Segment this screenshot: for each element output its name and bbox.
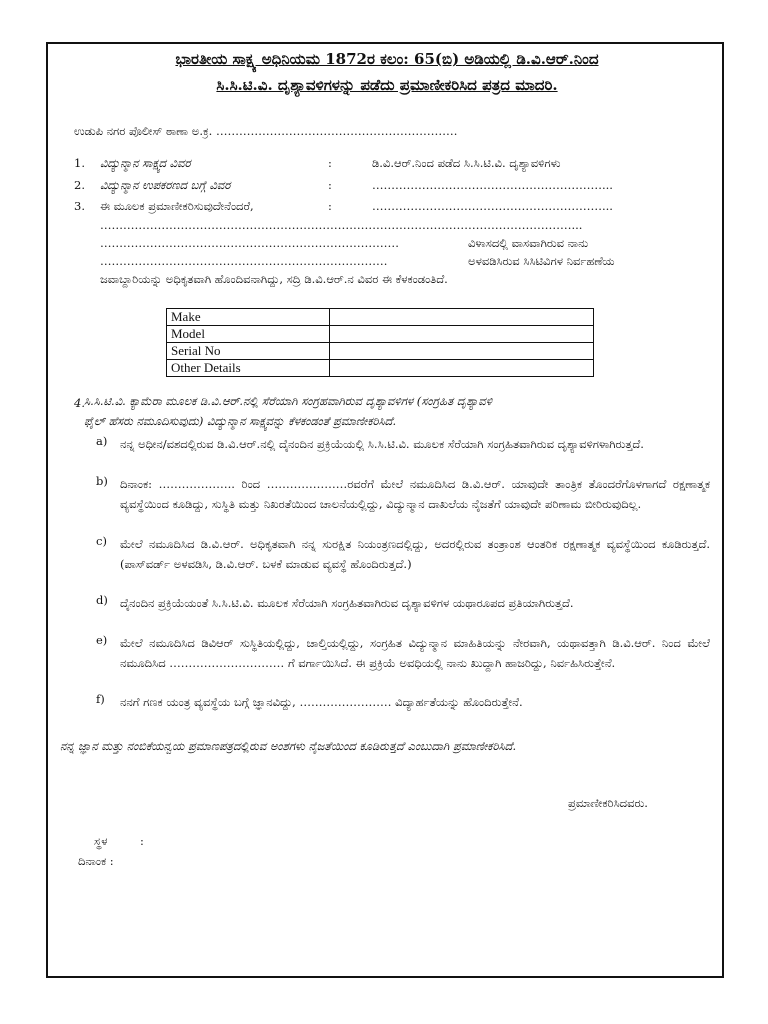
- subitem-e-text: ಮೇಲೆ ನಮೂದಿಸಿದ ಡಿವಿಆರ್ ಸುಸ್ಥಿತಿಯಲ್ಲಿದ್ದು, ಚಾಲ್ತಿಯಲ್ಲಿದ್ದು, ಸಂಗ್ರಹಿತ ವಿದ್ಯುನ್ಮಾನ ಮಾಹಿತಿಯನ್ನು ನೇರವಾಗಿ, ಯಥಾವತ್ತಾಗಿ ಡಿ.ವಿ.ಆರ್. ನಿಂದ ಮೇಲೆ ನಮೂದಿಸಿದ ………………………… ಗೆ ವರ್ಗಾಯಿಸಿದೆ. ಈ ಪ್ರಕ್ರಿಯೆ ಅವಧಿಯಲ್ಲಿ ನಾನು ಖುದ್ದಾಗಿ ಹಾಜರಿದ್ದು, ನಿರ್ವಹಿಸಿರುತ್ತೇನೆ.: [120, 636, 710, 670]
- table-row: [167, 309, 594, 326]
- document-frame: [46, 42, 724, 978]
- item-2-value: ……………………………………………………...: [372, 178, 613, 192]
- para3-line-3-text: ಅಳವಡಿಸಿರುವ ಸಿಸಿಟಿವಿಗಳ ನಿರ್ವಹಣೆಯ: [468, 254, 615, 268]
- subitem-f-text: ನನಗೆ ಗಣಕ ಯಂತ್ರ ವ್ಯವಸ್ಥೆಯ ಬಗ್ಗೆ ಜ್ಞಾನವಿದ್ದು, …………………… ವಿದ್ಯಾರ್ಹತೆಯನ್ನು ಹೊಂದಿರುತ್ತೇನೆ.: [120, 695, 523, 709]
- item-4-line-2: ಫೈಲ್ ಹೆಸರು ನಮೂದಿಸುವುದು) ವಿದ್ಯುನ್ಮಾನ ಸಾಕ್ಷ್ಯವನ್ನು ಕೆಳಕಂಡಂತೆ ಪ್ರಮಾಣೀಕರಿಸಿದೆ.: [84, 414, 397, 428]
- para3-line-3-dots: …………………………………………………………………: [100, 254, 388, 268]
- title-line-2: ಸಿ.ಸಿ.ಟಿ.ವಿ. ದೃಶ್ಯಾವಳಿಗಳನ್ನು ಪಡೆದು ಪ್ರಮಾಣೀಕರಿಸಿದ ಪತ್ರದ ಮಾದರಿ.: [216, 76, 558, 94]
- dvr-details-table: [166, 308, 594, 377]
- title-line-1: ಭಾರತೀಯ ಸಾಕ್ಷ್ಯ ಅಧಿನಿಯಮ 1872ರ ಕಲಂ: 65(ಬಿ) ಅಡಿಯಲ್ಲಿ ಡಿ.ವಿ.ಆರ್.ನಿಂದ: [175, 50, 599, 68]
- subitem-b-text: ದಿನಾಂಕ: ……………….. ರಿಂದ …………………ರವರೆಗೆ ಮೇಲೆ ನಮೂದಿಸಿದ ಡಿ.ವಿ.ಆರ್. ಯಾವುದೇ ತಾಂತ್ರಿಕ ತೊಂದರೆಗೊಳಗಾಗದೆ ರಕ್ಷಣಾತ್ಮಕ ವ್ಯವಸ್ಥೆಯಿಂದ ಕೂಡಿದ್ದು, ಸುಸ್ಥಿತಿ ಮತ್ತು ನಿಖರತೆಯಿಂದ ಚಾಲನೆಯಲ್ಲಿದ್ದು, ವಿದ್ಯುನ್ಮಾನ ದಾಖಲೆಯ ನೈಜತೆಗೆ ಯಾವುದೇ ಪರಿಣಾಮ ಬೀರಿರುವುದಿಲ್ಲ.: [120, 477, 710, 511]
- item-4-number: 4.: [74, 396, 85, 410]
- para3-line-1: ……………………………………………………………………………………………………………...: [100, 218, 583, 232]
- make-label: Make: [167, 309, 330, 326]
- subitem-e-letter: e): [96, 633, 108, 647]
- item-3-label: ಈ ಮೂಲಕ ಪ್ರಮಾಣೀಕರಿಸುವುದೇನೆಂದರೆ,: [100, 199, 254, 213]
- place-label: ಸ್ಥಳ: [94, 834, 108, 848]
- item-1-value: ಡಿ.ವಿ.ಆರ್.ನಿಂದ ಪಡೆದ ಸಿ.ಸಿ.ಟಿ.ವಿ. ದೃಶ್ಯಾವಳಿಗಳು: [372, 156, 561, 170]
- station-line: ಉಡುಪಿ ನಗರ ಪೊಲೀಸ್ ಠಾಣಾ ಅ.ಕ್ರ. ………………………………………………………: [74, 124, 458, 138]
- declaration-text: ನನ್ನ ಜ್ಞಾನ ಮತ್ತು ನಂಬಿಕೆಯನ್ವಯ ಪ್ರಮಾಣಪತ್ರದಲ್ಲಿರುವ ಅಂಶಗಳು ನೈಜತೆಯಿಂದ ಕೂಡಿರುತ್ತದೆ ಎಂಬುದಾಗಿ ಪ್ರಮಾಣೀಕರಿಸಿದೆ.: [60, 739, 517, 753]
- item-3-value: ……………………………………………………...: [372, 199, 613, 213]
- item-4-line-1: ಸಿ.ಸಿ.ಟಿ.ವಿ. ಕ್ಯಾಮೆರಾ ಮೂಲಕ ಡಿ.ವಿ.ಆರ್.ನಲ್ಲಿ ಸೆರೆಯಾಗಿ ಸಂಗ್ರಹವಾಗಿರುವ ದೃಶ್ಯಾವಳಿಗಳ (ಸಂಗ್ರಹಿತ ದೃಶ್ಯಾವಳಿ: [84, 394, 492, 408]
- model-value[interactable]: [330, 326, 594, 343]
- model-label: Model: [167, 326, 330, 343]
- item-2-label: ವಿದ್ಯುನ್ಮಾನ ಉಪಕರಣದ ಬಗ್ಗೆ ವಿವರ: [100, 178, 231, 192]
- place-colon: :: [140, 834, 144, 848]
- item-3-colon: :: [328, 199, 332, 213]
- para3-line-4: ಜವಾಬ್ದಾರಿಯನ್ನು ಅಧಿಕೃತವಾಗಿ ಹೊಂದಿವನಾಗಿದ್ದು, ಸದ್ರಿ ಡಿ.ವಿ.ಆರ್.ನ ವಿವರ ಈ ಕೆಳಕಂಡಂತಿದೆ.: [100, 272, 448, 286]
- certifier-label: ಪ್ರಮಾಣೀಕರಿಸಿದವರು.: [568, 796, 648, 810]
- serial-no-value[interactable]: [330, 343, 594, 360]
- date-label: ದಿನಾಂಕ :: [78, 854, 114, 868]
- item-2-colon: :: [328, 178, 332, 192]
- table-row: [167, 326, 594, 343]
- para3-line-2-text: ವಿಳಾಸದಲ್ಲಿ ವಾಸವಾಗಿರುವ ನಾನು: [468, 236, 589, 250]
- para3-line-2-dots: ……………………………………………………………………: [100, 236, 399, 250]
- subitem-f-letter: f): [96, 692, 105, 706]
- subitem-d-letter: d): [96, 593, 108, 607]
- make-value[interactable]: [330, 309, 594, 326]
- table-row: [167, 360, 594, 377]
- other-details-value[interactable]: [330, 360, 594, 377]
- item-1-number: 1.: [74, 156, 85, 170]
- subitem-c-text: ಮೇಲೆ ನಮೂದಿಸಿದ ಡಿ.ವಿ.ಆರ್. ಅಧಿಕೃತವಾಗಿ ನನ್ನ ಸುರಕ್ಷಿತ ನಿಯಂತ್ರಣದಲ್ಲಿದ್ದು, ಅದರಲ್ಲಿರುವ ತಂತ್ರಾಂಶ ಆಂತರಿಕ ರಕ್ಷಣಾತ್ಮಕ ವ್ಯವಸ್ಥೆಯಿಂದ ಕೂಡಿರುತ್ತದೆ. (ಪಾಸ್‌ವರ್ಡ್ ಅಳವಡಿಸಿ, ಡಿ.ವಿ.ಆರ್. ಬಳಕೆ ಮಾಡುವ ವ್ಯವಸ್ಥೆ ಹೊಂದಿರುತ್ತದೆ.): [120, 537, 710, 571]
- item-1-label: ವಿದ್ಯುನ್ಮಾನ ಸಾಕ್ಷ್ಯದ ವಿವರ: [100, 156, 191, 170]
- table-row: [167, 343, 594, 360]
- serial-no-label: Serial No: [167, 343, 330, 360]
- subitem-c-letter: c): [96, 534, 107, 548]
- subitem-a-text: ನನ್ನ ಅಧೀನ/ವಶದಲ್ಲಿರುವ ಡಿ.ವಿ.ಆರ್.ನಲ್ಲಿ ದೈನಂದಿನ ಪ್ರಕ್ರಿಯೆಯಲ್ಲಿ ಸಿ.ಸಿ.ಟಿ.ವಿ. ಮೂಲಕ ಸೆರೆಯಾಗಿ ಸಂಗ್ರಹಿತವಾಗಿರುವ ದೃಶ್ಯಾವಳಿಗಳಾಗಿರುತ್ತದೆ.: [120, 437, 644, 451]
- subitem-a-letter: a): [96, 434, 108, 448]
- item-2-number: 2.: [74, 178, 85, 192]
- subitem-d-text: ದೈನಂದಿನ ಪ್ರಕ್ರಿಯೆಯಂತೆ ಸಿ.ಸಿ.ಟಿ.ವಿ. ಮೂಲಕ ಸೆರೆಯಾಗಿ ಸಂಗ್ರಹಿತವಾಗಿರುವ ದೃಶ್ಯಾವಳಿಗಳ ಯಥಾರೂಪದ ಪ್ರತಿಯಾಗಿರುತ್ತದೆ.: [120, 596, 574, 610]
- other-details-label: Other Details: [167, 360, 330, 377]
- item-3-number: 3.: [74, 199, 85, 213]
- subitem-b-letter: b): [96, 474, 108, 488]
- item-1-colon: :: [328, 156, 332, 170]
